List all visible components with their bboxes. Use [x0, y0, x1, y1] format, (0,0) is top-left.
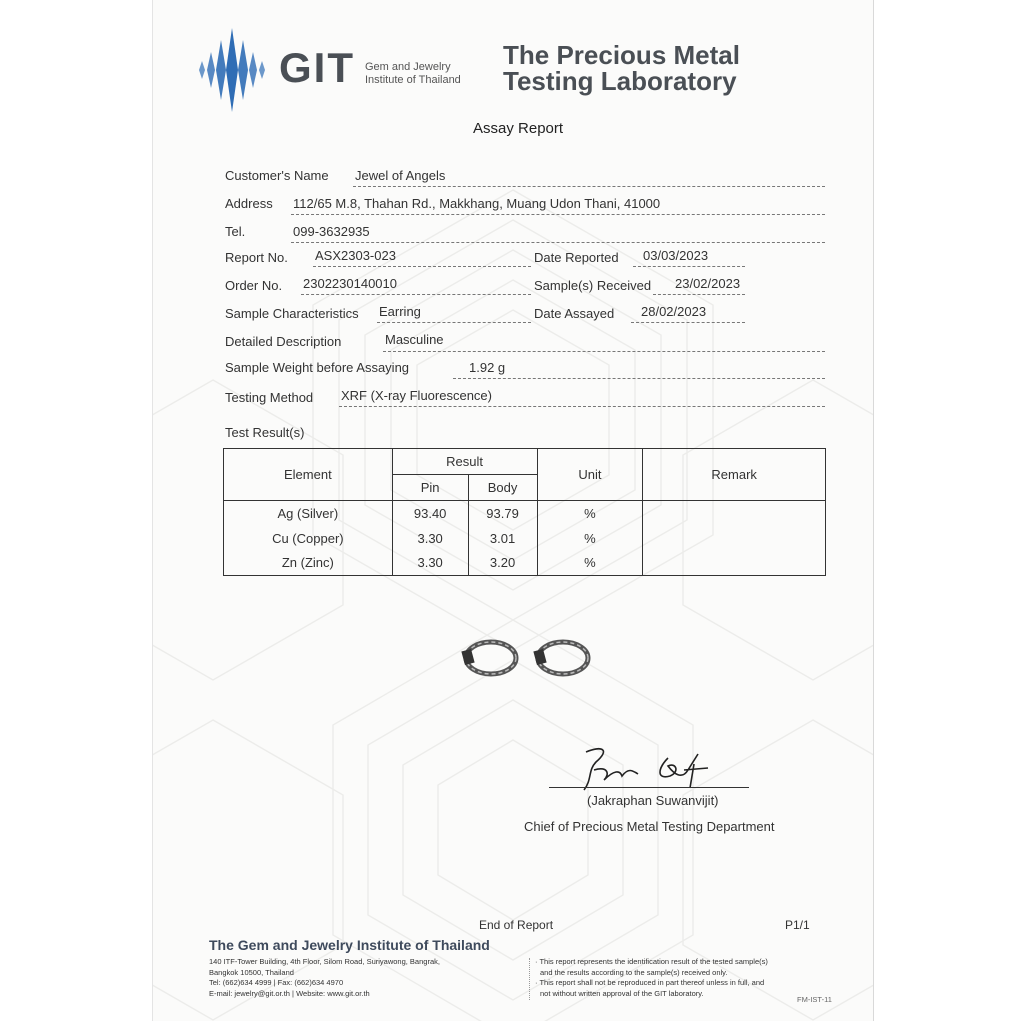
- lab-title-line2: Testing Laboratory: [503, 66, 737, 96]
- logo-abbrev: GIT: [279, 44, 355, 91]
- sample-received-line: [653, 294, 745, 295]
- cell-pin: 93.40: [392, 501, 468, 526]
- customer-label: Customer's Name: [225, 168, 329, 183]
- order-no-line: [301, 294, 531, 295]
- report-no-line: [313, 266, 531, 267]
- end-of-report: End of Report: [479, 918, 554, 932]
- cell-element: Cu (Copper): [224, 526, 393, 551]
- cell-body: 3.20: [468, 551, 537, 576]
- cell-unit: %: [537, 501, 643, 526]
- signatory-name: (Jakraphan Suwanvijit): [587, 793, 719, 808]
- cell-body: 93.79: [468, 501, 537, 526]
- cell-pin: 3.30: [392, 526, 468, 551]
- weight-line: [453, 378, 825, 379]
- address-label: Address: [225, 196, 273, 211]
- date-reported-line: [633, 266, 745, 267]
- footer-notes: · This report represents the identification result of the tested sample(s) and the results according to the sample(s) received only. · This report shall not be reproduced in part thereof unless in full, and not without written approval of the GIT laboratory.: [535, 957, 768, 998]
- sample-received-label: Sample(s) Received: [534, 278, 652, 293]
- method-line: [339, 406, 825, 407]
- header-element: Element: [224, 449, 393, 501]
- sample-received-value: 23/02/2023: [675, 276, 741, 291]
- logo-line1: Gem and Jewelry: [365, 61, 451, 73]
- report-sheet: [152, 0, 874, 1021]
- date-assayed-line: [631, 322, 745, 323]
- tel-value: 099-3632935: [293, 224, 370, 239]
- header-body: Body: [468, 475, 537, 501]
- cell-pin: 3.30: [392, 551, 468, 576]
- cell-body: 3.01: [468, 526, 537, 551]
- logo-line2: Institute of Thailand: [365, 74, 461, 86]
- customer-line: [353, 186, 825, 187]
- report-title: Assay Report: [473, 120, 564, 137]
- header-unit: Unit: [537, 449, 643, 501]
- weight-label: Sample Weight before Assaying: [225, 360, 410, 375]
- report-no-value: ASX2303-023: [315, 248, 396, 263]
- date-reported-label: Date Reported: [534, 250, 619, 265]
- sample-char-value: Earring: [379, 304, 421, 319]
- cell-unit: %: [537, 526, 643, 551]
- date-reported-value: 03/03/2023: [643, 248, 709, 263]
- date-assayed-label: Date Assayed: [534, 306, 615, 321]
- signatory-title: Chief of Precious Metal Testing Department: [524, 819, 775, 834]
- table-row: [224, 501, 826, 526]
- test-results-label: Test Result(s): [225, 425, 305, 440]
- signature-image: [548, 740, 758, 800]
- footer-address: 140 ITF-Tower Building, 4th Floor, Silom Road, Suriyawong, Bangrak, Bangkok 10500, Thailand Tel: (662)634 4999 | Fax: (662)634 4970 E-mail: jewelry@git.or.th | Website: www.git.or.th: [209, 957, 440, 998]
- order-no-value: 2302230140010: [303, 276, 397, 291]
- report-no-label: Report No.: [225, 250, 288, 265]
- detailed-desc-label: Detailed Description: [225, 334, 342, 349]
- cell-element: Zn (Zinc): [224, 551, 393, 576]
- header-remark: Remark: [643, 449, 826, 501]
- sample-char-label: Sample Characteristics: [225, 306, 359, 321]
- signature-line: [549, 787, 749, 788]
- sample-char-line: [377, 322, 531, 323]
- lab-title-line1: The Precious Metal: [503, 40, 740, 70]
- sample-earrings-image: [453, 630, 593, 690]
- header-pin: Pin: [392, 475, 468, 501]
- footer-org-name: The Gem and Jewelry Institute of Thailand: [209, 937, 490, 953]
- header-result: Result: [392, 449, 537, 475]
- method-label: Testing Method: [225, 390, 314, 405]
- weight-value: 1.92 g: [469, 360, 506, 375]
- address-value: 112/65 M.8, Thahan Rd., Makkhang, Muang Udon Thani, 41000: [293, 196, 661, 211]
- cell-remark: [643, 501, 826, 576]
- order-no-label: Order No.: [225, 278, 283, 293]
- results-table: [223, 448, 826, 576]
- tel-label: Tel.: [225, 224, 246, 239]
- cell-unit: %: [537, 551, 643, 576]
- git-diamond-logo-icon: [197, 28, 267, 112]
- customer-value: Jewel of Angels: [355, 168, 446, 183]
- date-assayed-value: 28/02/2023: [641, 304, 707, 319]
- page-number: P1/1: [785, 918, 810, 932]
- detailed-desc-value: Masculine: [385, 332, 444, 347]
- cell-element: Ag (Silver): [224, 501, 393, 526]
- tel-line: [291, 242, 825, 243]
- address-line: [291, 214, 825, 215]
- form-code: FM-IST-11: [797, 995, 832, 1004]
- footer-divider: [529, 958, 530, 1000]
- method-value: XRF (X-ray Fluorescence): [341, 388, 492, 403]
- detailed-desc-line: [383, 351, 825, 352]
